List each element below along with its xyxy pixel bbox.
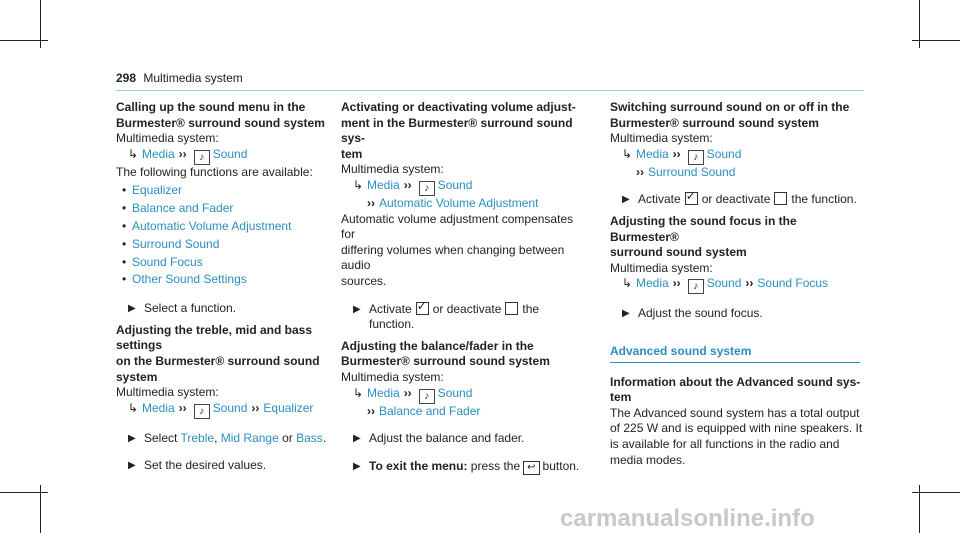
text: Adjust the sound focus. (638, 306, 763, 321)
heading: Activating or deactivating volume adjust- (341, 100, 576, 114)
list-item[interactable]: • Balance and Fader (132, 200, 356, 218)
heading: Burmester® surround sound system (116, 115, 325, 130)
function-list (116, 182, 356, 289)
page-number: 298 (116, 71, 137, 85)
heading: Adjusting the sound focus in the Burmester® (610, 213, 797, 244)
chevron-icon: ›› (672, 146, 681, 161)
arrow-icon: ↳ (353, 177, 364, 192)
step (341, 431, 581, 447)
heading: Calling up the sound menu in the (116, 100, 306, 114)
unchecked-box-icon (505, 302, 518, 315)
text: Select (144, 430, 178, 445)
automatic-volume-link[interactable]: Automatic Volume Adjustment (379, 195, 539, 210)
sound-link[interactable]: Sound (437, 177, 473, 192)
media-link[interactable]: Media (142, 400, 175, 415)
step (610, 306, 865, 322)
menu-path (610, 165, 865, 181)
step (610, 192, 865, 208)
chevron-icon: ›› (672, 276, 681, 291)
text: Select a function. (144, 301, 237, 316)
text: Automatic volume adjustment compensates for (341, 211, 574, 242)
heading: Adjusting the balance/fader in the (341, 338, 534, 353)
step-icon: ▶ (128, 303, 136, 315)
checked-box-icon (685, 192, 698, 205)
text: or (282, 430, 293, 445)
step (116, 458, 356, 474)
chevron-icon: ›› (251, 400, 260, 415)
sound-link[interactable]: Sound (706, 276, 742, 291)
step-icon: ▶ (622, 308, 630, 320)
media-link[interactable]: Media (367, 385, 400, 400)
arrow-icon: ↳ (622, 146, 633, 161)
music-note-icon: ♪ (419, 181, 435, 196)
crop-mark (912, 40, 960, 41)
sound-link[interactable]: Sound (706, 146, 742, 161)
crop-mark (0, 40, 48, 41)
heading: Adjusting the treble, mid and bass settings (116, 322, 313, 353)
sound-focus-link[interactable]: Sound Focus (757, 276, 829, 291)
menu-path (341, 196, 581, 212)
chevron-icon: ›› (403, 385, 412, 400)
column-2 (341, 100, 581, 475)
step: ▶ Select Treble, Mid Range or Bass. (128, 430, 327, 445)
chevron-icon: ›› (178, 400, 187, 415)
menu-path (116, 401, 356, 419)
text: media modes. (610, 452, 686, 467)
sound-link[interactable]: Sound (437, 385, 473, 400)
step-icon: ▶ (128, 432, 136, 444)
step (341, 459, 581, 475)
step (341, 302, 581, 333)
page-header (116, 71, 243, 85)
text: Set the desired values. (144, 458, 267, 473)
heading: tem (341, 146, 363, 161)
balance-fader-link[interactable]: Balance and Fader (379, 403, 481, 418)
arrow-icon: ↳ (128, 400, 139, 415)
text: is available for all functions in the radio and (610, 436, 840, 451)
list-item[interactable]: • Other Sound Settings (132, 271, 356, 289)
step-icon: ▶ (622, 194, 630, 206)
surround-sound-link[interactable]: Surround Sound (648, 164, 736, 179)
step-icon: ▶ (353, 303, 361, 315)
text: Multimedia system: (610, 131, 713, 146)
page-title: Multimedia system (143, 71, 243, 85)
checked-box-icon (416, 302, 429, 315)
sound-link[interactable]: Sound (212, 400, 248, 415)
heading: surround sound system (610, 245, 747, 260)
list-item[interactable]: • Automatic Volume Adjustment (132, 218, 356, 236)
chevron-icon: ›› (745, 276, 754, 291)
text: Multimedia system: (116, 131, 219, 146)
music-note-icon: ♪ (688, 279, 704, 294)
text: Multimedia system: (116, 385, 219, 400)
text: button. (542, 458, 580, 473)
arrow-icon: ↳ (128, 146, 139, 161)
column-1 (116, 100, 356, 474)
crop-mark (912, 492, 960, 493)
media-link[interactable]: Media (367, 177, 400, 192)
text: of 225 W and is equipped with nine speakers. It (610, 421, 863, 436)
chevron-icon: ›› (367, 195, 375, 210)
text: press the (470, 458, 521, 473)
step-icon: ▶ (128, 460, 136, 472)
list-item[interactable]: • Sound Focus (132, 254, 356, 272)
equalizer-link[interactable]: Equalizer (263, 400, 314, 415)
text: or deactivate (432, 301, 502, 316)
arrow-icon: ↳ (353, 385, 364, 400)
text: Adjust the balance and fader. (369, 431, 525, 446)
text: Multimedia system: (341, 162, 444, 177)
section-rule (610, 362, 860, 363)
media-link[interactable]: Media (142, 146, 175, 161)
text: Multimedia system: (610, 260, 713, 275)
mid-range-link[interactable]: Mid Range (220, 430, 279, 445)
music-note-icon: ♪ (194, 404, 210, 419)
text: differing volumes when changing between audio (341, 242, 565, 273)
chevron-icon: ›› (403, 177, 412, 192)
heading: tem (610, 390, 632, 405)
bass-link[interactable]: Bass (296, 430, 323, 445)
crop-mark (0, 492, 48, 493)
menu-path (610, 276, 865, 294)
text: Activate (369, 301, 412, 316)
text: The Advanced sound system has a total output (610, 405, 860, 420)
menu-path (116, 147, 356, 165)
heading: Burmester® surround sound system (610, 115, 819, 130)
header-rule (116, 90, 864, 91)
music-note-icon: ♪ (419, 389, 435, 404)
chevron-icon: ›› (367, 403, 375, 418)
heading: on the Burmester® surround sound system (116, 353, 320, 384)
treble-link[interactable]: Treble (180, 430, 215, 445)
heading: Information about the Advanced sound sys- (610, 374, 861, 389)
unchecked-box-icon (774, 192, 787, 205)
text: or deactivate (701, 192, 771, 207)
text: Multimedia system: (341, 369, 444, 384)
heading: Switching surround sound on or off in the (610, 100, 850, 114)
music-note-icon: ♪ (688, 150, 704, 165)
menu-path (610, 147, 865, 165)
section-title: Advanced sound system (610, 343, 752, 358)
back-icon[interactable]: ↩ (523, 461, 539, 475)
step (116, 301, 356, 317)
text: To exit the menu: (369, 458, 468, 473)
sound-link[interactable]: Sound (212, 146, 248, 161)
chevron-icon: ›› (178, 146, 187, 161)
list-item[interactable]: • Equalizer (132, 182, 356, 200)
menu-path (341, 404, 581, 420)
heading: ment in the Burmester® surround sound sys- (341, 115, 573, 146)
text: Activate (638, 192, 681, 207)
text: the function. (791, 192, 857, 207)
step-icon: ▶ (353, 433, 361, 445)
list-item[interactable]: • Surround Sound (132, 236, 356, 254)
arrow-icon: ↳ (622, 276, 633, 291)
music-note-icon: ♪ (194, 150, 210, 165)
chevron-icon: ›› (636, 164, 644, 179)
media-link[interactable]: Media (636, 146, 669, 161)
media-link[interactable]: Media (636, 276, 669, 291)
step-icon: ▶ (353, 460, 361, 472)
text: sources. (341, 273, 387, 288)
menu-path (341, 178, 581, 196)
heading: Burmester® surround sound system (341, 354, 550, 369)
text: The following functions are available: (116, 164, 313, 179)
column-3 (610, 100, 865, 468)
menu-path (341, 386, 581, 404)
text: the function. (369, 301, 540, 332)
watermark: carmanualsonline.info (560, 505, 815, 532)
